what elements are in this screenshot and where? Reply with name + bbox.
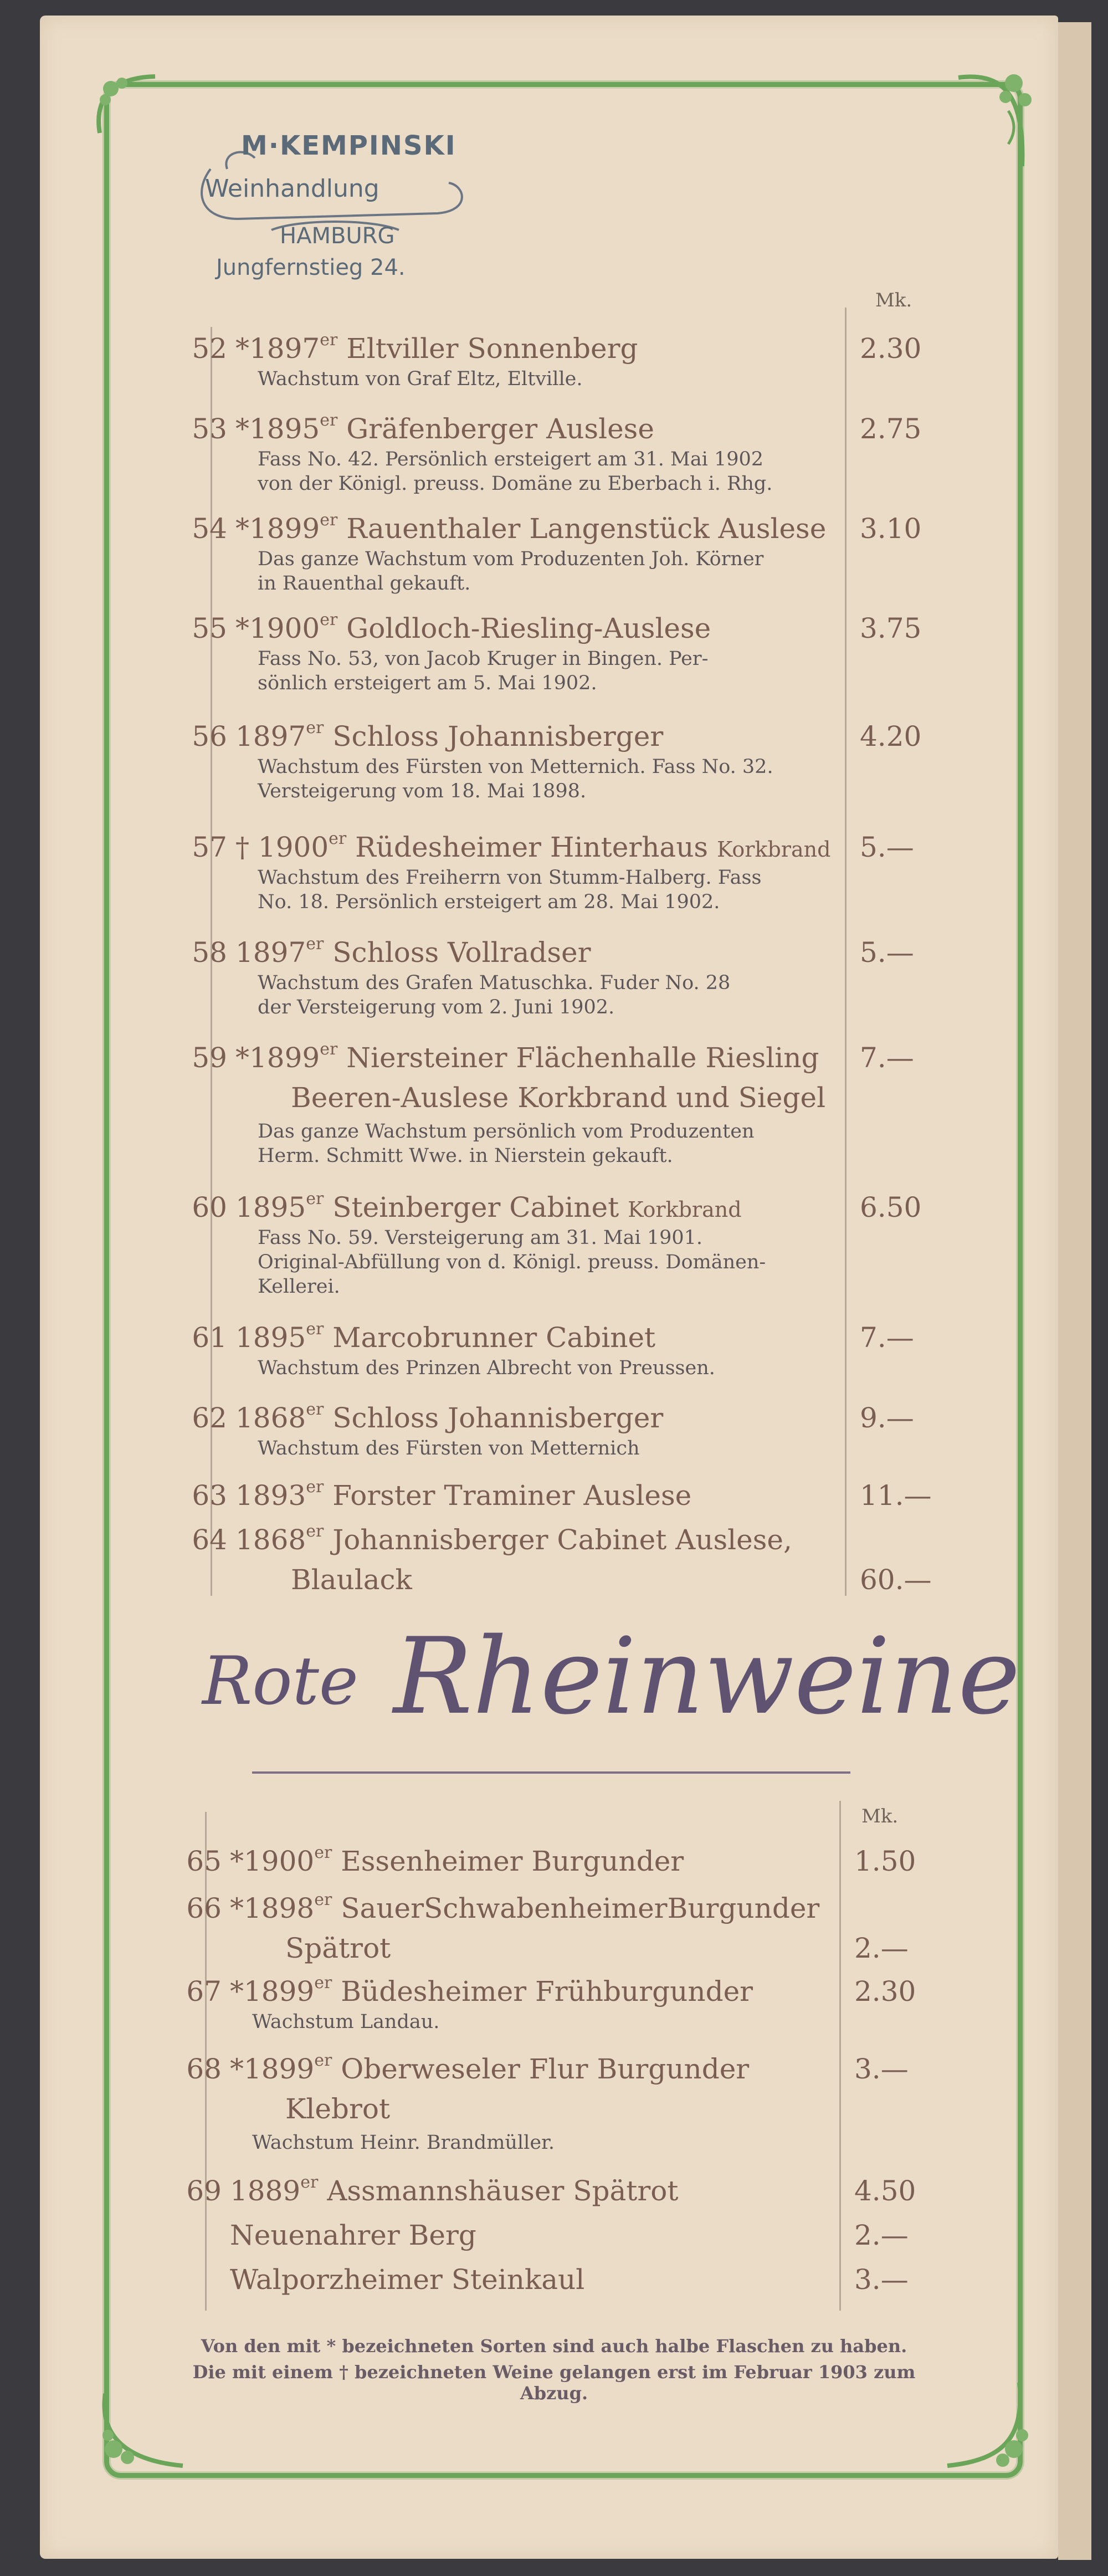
background-edge [1091,33,1108,2560]
wine-name: Walporzheimer Steinkaul [230,2263,585,2296]
entry-number: 52 [192,332,227,365]
wine-title [230,1975,753,2007]
wine-title [230,2053,749,2085]
wine-title [235,1191,742,1223]
wine-title [235,1402,663,1434]
wine-description-line: Original-Abfüllung von d. Königl. preuss. Domänen- [258,1251,766,1273]
wine-description-line: der Versteigerung vom 2. Juni 1902. [258,996,615,1018]
wine-seal-note: Korkbrand und Siegel [517,1082,826,1114]
vintage-year: 1868 [235,1402,306,1434]
vintage-suffix: er [329,829,347,848]
entry-number: 63 [192,1479,227,1512]
wine-title-continuation [291,1082,825,1114]
wine-price: 2.30 [854,1975,916,2007]
vintage-year: 1868 [235,1524,306,1556]
vintage-year: *1900 [235,612,320,644]
vintage-year: *1897 [235,332,320,365]
vintage-suffix: er [306,1522,324,1541]
vintage-year: 1897 [235,720,306,752]
wine-price: 60.— [860,1564,932,1596]
wine-name: SauerSchwabenheimerBurgunder [341,1892,820,1924]
wine-description-line: Wachstum von Graf Eltz, Eltville. [258,368,583,390]
vintage-suffix: er [314,1890,332,1909]
vintage-year: *1899 [230,2053,315,2085]
wine-title-continuation [291,1564,412,1596]
vintage-suffix: er [314,1843,332,1862]
wine-price: 2.75 [860,413,922,445]
wine-price: 7.— [860,1322,914,1354]
wine-price: 5.— [860,831,914,863]
wine-name: Gräfenberger Auslese [346,413,654,445]
wine-description-line: Fass No. 42. Persönlich ersteigert am 31. Mai 1902 [258,448,764,470]
entry-number: 61 [192,1322,227,1354]
entry-number: 57 [192,831,227,863]
wine-name: Eltviller Sonnenberg [346,332,638,365]
wine-title [235,1479,691,1512]
wine-name: Essenheimer Burgunder [341,1845,684,1877]
wine-price: 3.75 [860,612,922,644]
wine-name: Schloss Johannisberger [332,1402,664,1434]
brand-name: M·KEMPINSKI [241,130,456,161]
entry-number: 67 [186,1975,222,2007]
entry-number: 66 [186,1892,222,1924]
vintage-suffix: er [320,411,338,430]
vintage-year: *1899 [235,1042,320,1074]
wine-title [230,1845,684,1877]
column-rule-right-red [839,1801,841,2311]
wine-title-continuation [285,2093,390,2125]
currency-label-top: Mk. [875,289,912,311]
entry-number: 54 [192,513,227,545]
brand-street: Jungfernstieg 24. [216,255,406,280]
vintage-year: 1895 [235,1322,306,1354]
wine-title [235,1039,819,1074]
column-rule-right-top [845,308,847,1596]
wine-price: 3.— [854,2263,909,2296]
vintage-year: 1893 [235,1479,306,1512]
wine-description-line: No. 18. Persönlich ersteigert am 28. Mai 1902. [258,891,720,913]
vintage-suffix: er [320,330,338,350]
corner-ornament-top-right [953,61,1042,172]
wine-description-line: Wachstum des Prinzen Albrecht von Preussen. [258,1357,715,1379]
wine-title-continuation [285,1932,391,1964]
vintage-suffix: er [314,1973,332,1993]
vintage-year: 1897 [235,936,306,969]
wine-description-line: Fass No. 59. Versteigerung am 31. Mai 1901. [258,1227,703,1249]
wine-name: Oberweseler Flur Burgunder [341,2053,750,2085]
entry-number: 69 [186,2175,222,2207]
wine-description-line: in Rauenthal gekauft. [258,572,471,595]
wine-name: Johannisberger Cabinet Auslese, [332,1524,792,1556]
page-edge [1058,22,1091,2560]
entry-number: 62 [192,1402,227,1434]
entry-number: 58 [192,936,227,969]
vintage-year: *1899 [235,513,320,545]
vintage-year: 1889 [230,2175,301,2207]
wine-price: 2.— [854,1932,909,1964]
wine-title [230,2263,584,2296]
wine-title [235,1319,656,1354]
corner-ornament-top-left [89,66,172,144]
wine-name: Büdesheimer Frühburgunder [341,1975,753,2007]
vintage-suffix: er [306,934,324,954]
entry-number: 53 [192,413,227,445]
wine-name: Niersteiner Flächenhalle Riesling [346,1042,819,1074]
wine-name-line-2: Blaulack [291,1564,412,1596]
wine-name: Rüdesheimer Hinterhaus [355,831,709,863]
wine-name: Goldloch-Riesling-Auslese [346,612,711,644]
vintage-suffix: er [306,1477,324,1497]
vintage-year: † 1900 [235,831,329,863]
wine-name-line-2: Klebrot [285,2093,391,2125]
entry-number: 55 [192,612,227,644]
wine-price: 3.— [854,2053,909,2085]
wine-seal-note: Korkbrand [717,837,831,862]
wine-name-line-2: Spätrot [285,1932,391,1964]
wine-title [235,413,654,445]
vintage-suffix: er [306,1400,324,1419]
wine-title [235,332,638,365]
vintage-suffix: er [300,2173,319,2192]
wine-name: Assmannshäuser Spätrot [327,2175,679,2207]
wine-name: Neuenahrer Berg [230,2219,476,2251]
wine-name: Steinberger Cabinet [332,1191,619,1223]
wine-description-line: von der Königl. preuss. Domäne zu Eberbach i. Rhg. [258,473,773,495]
heading-word-2: Rheinweine [393,1615,1020,1738]
wine-name: Rauenthaler Langenstück Auslese [346,513,827,545]
wine-title [235,831,830,863]
section-heading-red-wines [202,1610,1020,1765]
wine-price: 11.— [860,1479,932,1512]
entry-number: 64 [192,1524,227,1556]
wine-description-line: Wachstum des Fürsten von Metternich. Fass No. 32. [258,756,773,778]
entry-number: 65 [186,1845,222,1877]
wine-price: 5.— [860,936,914,969]
wine-name: Marcobrunner Cabinet [332,1322,656,1354]
wine-title [235,510,827,545]
vintage-year: *1900 [230,1845,315,1877]
footer-note-1: Von den mit * bezeichneten Sorten sind auch halbe Flaschen zu haben. [201,2336,907,2357]
wine-description-line: Das ganze Wachstum vom Produzenten Joh. Körner [258,548,764,570]
wine-description-line: Kellerei. [258,1276,340,1298]
entry-number: 59 [192,1042,227,1074]
entry-number: 56 [192,720,227,752]
wine-price: 4.50 [854,2175,916,2207]
wine-name: Forster Traminer Auslese [332,1479,692,1512]
wine-seal-note: Korkbrand [628,1197,742,1222]
wine-price: 6.50 [860,1191,922,1223]
vintage-suffix: er [320,1039,338,1059]
wine-description-line: Das ganze Wachstum persönlich vom Produzenten [258,1120,755,1143]
brand-city: HAMBURG [280,223,395,249]
wine-description-line: Fass No. 53, von Jacob Kruger in Bingen. Per- [258,648,709,670]
wine-price: 9.— [860,1402,914,1434]
wine-price: 2.30 [860,332,922,365]
wine-title [230,2175,679,2207]
wine-description-line: Wachstum des Freiherrn von Stumm-Halberg. Fass [258,867,762,889]
wine-description-line: Wachstum des Grafen Matuschka. Fuder No. 28 [258,972,731,994]
heading-underline [252,1771,850,1774]
wine-price: 2.— [854,2219,909,2251]
vintage-suffix: er [314,2051,332,2070]
wine-title [235,1524,792,1556]
wine-price: 1.50 [854,1845,916,1877]
vintage-suffix: er [306,718,324,738]
wine-name-line-2: Beeren-Auslese [291,1082,509,1114]
entry-number: 60 [192,1191,227,1223]
vintage-suffix: er [320,510,338,530]
vintage-suffix: er [306,1189,324,1208]
wine-price: 3.10 [860,513,922,545]
wine-price: 7.— [860,1042,914,1074]
brand-shop-label: Weinhandlung [205,175,379,203]
vintage-suffix: er [320,610,338,629]
wine-title [235,936,591,969]
vintage-year: 1895 [235,1191,306,1223]
wine-description-line: Wachstum Heinr. Brandmüller. [252,2132,555,2154]
vintage-suffix: er [306,1319,324,1339]
heading-word-1: Rote [202,1643,358,1720]
wine-price: 4.20 [860,720,922,752]
merchant-logo [188,130,476,291]
wine-description-line: Herm. Schmitt Wwe. in Nierstein gekauft. [258,1145,673,1167]
footer-note-2: Die mit einem † bezeichneten Weine gelangen erst im Februar 1903 zum Abzug. [192,2362,916,2404]
wine-title [230,2219,476,2251]
vintage-year: *1895 [235,413,320,445]
vintage-year: *1898 [230,1892,315,1924]
wine-name: Schloss Johannisberger [332,720,664,752]
wine-title [235,720,663,752]
wine-description-line: sönlich ersteigert am 5. Mai 1902. [258,672,597,694]
wine-description-line: Wachstum Landau. [252,2011,440,2033]
wine-name: Schloss Vollradser [332,936,591,969]
wine-title [235,612,711,644]
entry-number: 68 [186,2053,222,2085]
wine-description-line: Wachstum des Fürsten von Metternich [258,1437,640,1459]
corner-ornament-bottom-right [942,2377,1042,2477]
currency-label-red: Mk. [861,1805,899,1827]
vintage-year: *1899 [230,1975,315,2007]
wine-description-line: Versteigerung vom 18. Mai 1898. [258,780,587,802]
wine-title [230,1892,819,1924]
